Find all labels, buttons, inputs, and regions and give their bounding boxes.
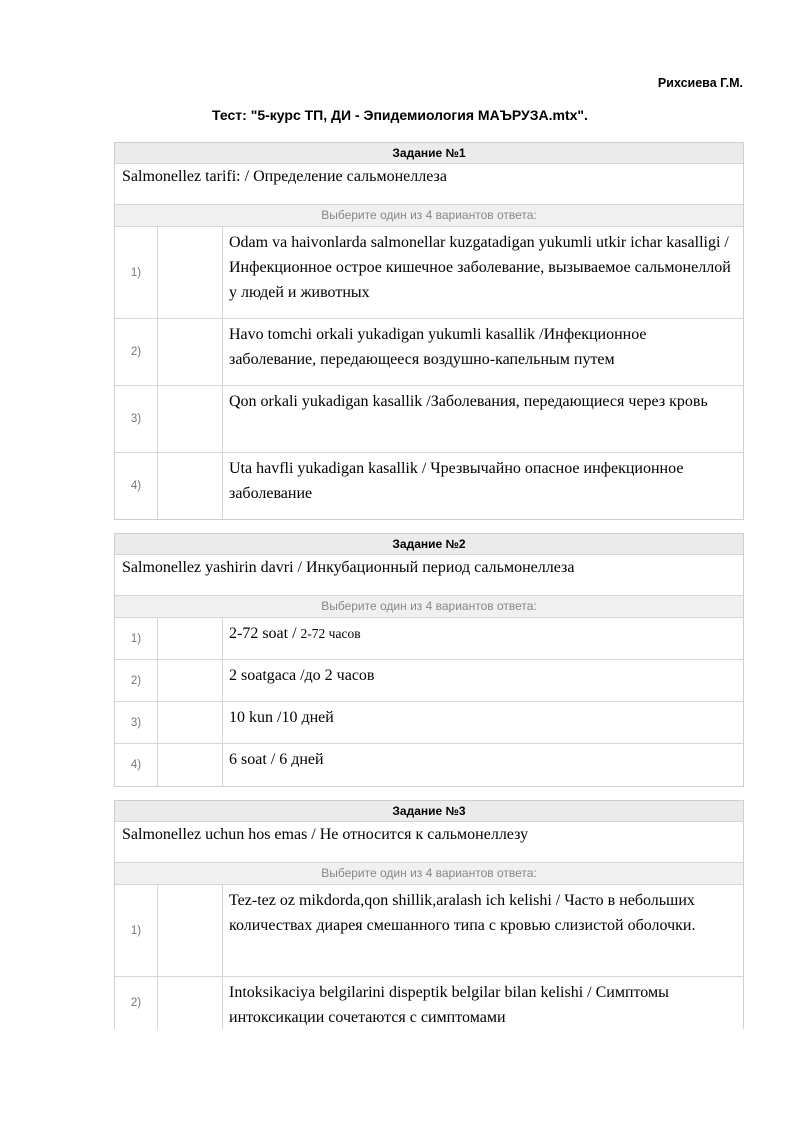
task-header: Задание №3 <box>115 801 743 822</box>
answer-checkbox[interactable] <box>158 453 223 519</box>
option-number: 1) <box>115 227 158 318</box>
option-number: 1) <box>115 618 158 659</box>
question-text: Salmonellez tarifi: / Определение сальмонеллеза <box>115 164 743 205</box>
answer-checkbox[interactable] <box>158 885 223 976</box>
task-block-1 <box>114 142 744 520</box>
option-text: Intoksikaciya belgilarini dispeptik belgilar bilan kelishi / Симптомы интоксикации сочетаются с симптомами <box>229 984 669 1026</box>
answer-option[interactable] <box>115 453 743 519</box>
answer-checkbox[interactable] <box>158 319 223 385</box>
option-text: 2 soatgaca /до 2 часов <box>229 667 375 684</box>
task-block-3 <box>114 800 744 1029</box>
question-text: Salmonellez uchun hos emas / Не относится к сальмонеллезу <box>115 822 743 863</box>
option-text: Uta havfli yukadigan kasallik / Чрезвычайно опасное инфекционное заболевание <box>229 460 684 502</box>
answer-checkbox[interactable] <box>158 227 223 318</box>
option-text: Havo tomchi orkali yukadigan yukumli kasallik /Инфекционное заболевание, передающееся воздушно-капельным путем <box>229 326 647 368</box>
option-number: 2) <box>115 660 158 701</box>
document-title: Тест: "5-курс ТП, ДИ - Эпидемиология МАЪРУЗА.mtx". <box>212 107 588 123</box>
task-block-2 <box>114 533 744 787</box>
answer-checkbox[interactable] <box>158 660 223 701</box>
option-text: 10 kun /10 дней <box>229 709 334 726</box>
answer-option[interactable] <box>115 702 743 744</box>
task-header: Задание №2 <box>115 534 743 555</box>
option-number: 2) <box>115 977 158 1029</box>
option-text: Tez-tez oz mikdorda,qon shillik,aralash ich kelishi / Часто в небольших количествах диарея смешанного типа с кровью слизистой оболочки. <box>229 892 696 934</box>
answer-option[interactable] <box>115 744 743 786</box>
answer-checkbox[interactable] <box>158 744 223 786</box>
author-name: Рихсиева Г.М. <box>657 76 743 90</box>
task-header: Задание №1 <box>115 143 743 164</box>
answer-checkbox[interactable] <box>158 702 223 743</box>
answer-instruction: Выберите один из 4 вариантов ответа: <box>115 596 743 618</box>
answer-instruction: Выберите один из 4 вариантов ответа: <box>115 863 743 885</box>
option-text: Qon orkali yukadigan kasallik /Заболевания, передающиеся через кровь <box>229 393 708 410</box>
option-text <box>223 618 743 659</box>
answer-checkbox[interactable] <box>158 386 223 452</box>
option-text: Odam va haivonlarda salmonellar kuzgatadigan yukumli utkir ichar kasalligi / Инфекционное острое кишечное заболевание, вызываемое сальмонеллой у людей и животных <box>229 234 731 301</box>
answer-checkbox[interactable] <box>158 618 223 659</box>
option-number: 3) <box>115 386 158 452</box>
answer-option[interactable] <box>115 618 743 660</box>
answer-checkbox[interactable] <box>158 977 223 1029</box>
option-number: 4) <box>115 453 158 519</box>
answer-option[interactable] <box>115 885 743 977</box>
answer-option[interactable] <box>115 227 743 319</box>
answer-option[interactable] <box>115 977 743 1029</box>
option-text: 6 soat / 6 дней <box>229 751 324 768</box>
answer-instruction: Выберите один из 4 вариантов ответа: <box>115 205 743 227</box>
option-text-small: 2-72 часов <box>300 626 361 641</box>
answer-option[interactable] <box>115 319 743 386</box>
answer-option[interactable] <box>115 386 743 453</box>
question-text: Salmonellez yashirin davri / Инкубационный период сальмонеллеза <box>115 555 743 596</box>
option-number: 3) <box>115 702 158 743</box>
option-text-main: 2-72 soat / <box>229 625 301 642</box>
option-number: 4) <box>115 744 158 786</box>
option-number: 2) <box>115 319 158 385</box>
answer-option[interactable] <box>115 660 743 702</box>
option-number: 1) <box>115 885 158 976</box>
